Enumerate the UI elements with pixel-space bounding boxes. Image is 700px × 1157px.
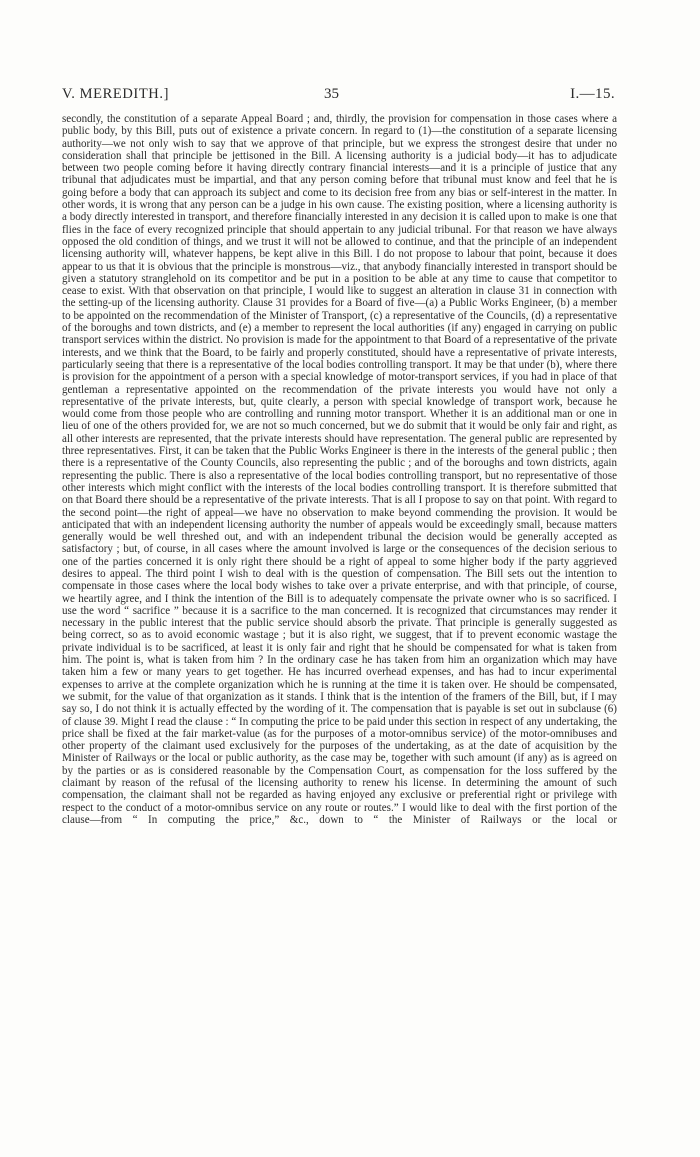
document-reference: I.—15. bbox=[570, 86, 615, 102]
speaker-name: V. MEREDITH.] bbox=[62, 86, 170, 102]
body-paragraph: secondly, the constitution of a separate Appeal Board ; and, thirdly, the provision for compensation in those cases where a public body, by this Bill, puts out of existence a private concern. In regard to (1)—the constitution of a separate licensing authority—we not only wish to say that we approve of that principle, but we express the strongest desire that under no consideration shall that principle be jettisoned in the Bill. A licensing authority is a judicial body—it has to adjudicate between two people coming before it having directly contrary financial interests—and it is a principle of justice that any tribunal that adjudicates must be impartial, and that any person coming before that tribunal must know and feel that he is going before a body that can approach its subject and come to its decision free from any bias or self-interest in the matter. In other words, it is wrong that any person can be a judge in his own cause. The existing position, where a licensing authority is a body directly interested in transport, and therefore financially interested in any decision it is called upon to make is one that flies in the face of every recognized principle that should appertain to any judicial tribunal. For that reason we have always opposed the old condition of things, and we trust it will not be allowed to continue, and that the principle of an independent licensing authority will, whatever happens, be kept alive in this Bill. I do not propose to labour that point, because it does appear to us that it is obvious that the principle is monstrous—viz., that anybody financially interested in transport should be given a statutory stranglehold on its competitor and be put in a position to be able at any time to cause that competitor to cease to exist. With that observation on that principle, I would like to suggest an alteration in clause 31 in connection with the setting-up of the licensing authority. Clause 31 provides for a Board of five—(a) a Public Works Engineer, (b) a member to be appointed on the recommendation of the Minister of Transport, (c) a representative of the Councils, (d) a representative of the boroughs and town districts, and (e) a member to represent the local authorities (if any) engaged in carrying on public transport services within the district. No provision is made for the appointment to that Board of a representative of the private interests, and we think that the Board, to be fairly and properly constituted, should have a representative of private interests, particularly seeing that there is a representative of the local bodies controlling transport. It may be that under (b), where there is provision for the appointment of a person with a special knowledge of motor-transport services, if you had in place of that gentleman a representative appointed on the recommendation of the private interests you would have not only a representative of the private interests, but, quite clearly, a person with special knowledge of transport work, because he would come from those people who are controlling and running motor transport. Whether it is an additional man or one in lieu of one of the others provided for, we are not so much concerned, but we do submit that it would be only fair and right, as all other interests are represented, that the private interests should have representation. The general public are represented by three representatives. First, it can be taken that the Public Works Engineer is there in the interests of the general public ; then there is a representative of the County Councils, also representing the public ; and of the boroughs and town districts, again representing the public. There is also a representative of the local bodies controlling transport, but no representative of those other interests which might conflict with the interests of the local bodies controlling transport. It is therefore submitted that on that Board there should be a representative of the private interests. That is all I propose to say on that point. With regard to the second point—the right of appeal—we have no observation to make beyond commending the provision. It would be anticipated that with an independent licensing authority the number of appeals would be exceedingly small, because matters generally would be well threshed out, and with an independent tribunal the decision would be generally accepted as satisfactory ; but, of course, in all cases where the amount involved is large or the consequences of the decision serious to one of the parties concerned it is only right there should be a right of appeal to some higher body if the party aggrieved desires to appeal. The third point I wish to deal with is the question of compensation. The Bill sets out the intention to compensate in those cases where the local body wishes to take over a private enterprise, and with that principle, of course, we heartily agree, and I think the intention of the Bill is to adequately compensate the private owner who is so sacrificed. I use the word “ sacrifice ” because it is a sacrifice to the man concerned. It is recognized that circumstances may render it necessary in the public interest that the public service should absorb the private. That principle is generally suggested as being correct, so as to avoid economic wastage ; but it is also right, we suggest, that if to prevent economic wastage the private individual is to be sacrificed, at least it is only fair and right that he should be compensated for what is taken from him. The point is, what is taken from him ? In the ordinary case he has taken from him an organization which may have taken him a few or many years to get together. He has incurred overhead expenses, and has had to incur experimental expenses to arrive at the complete organization which he is running at the time it is taken over. He should be compensated, we submit, for the value of that organization as it stands. I think that is the intention of the framers of the Bill, but, if I may say so, I do not think it is actually effected by the wording of it. The compensation that is payable is set out in subclause (6) of clause 39. Might I read the clause : “ In computing the price to be paid under this section in respect of any undertaking, the price shall be fixed at the fair market-value (as for the purposes of a motor-omnibus service) of the motor-omnibuses and other property of the claimant used exclusively for the purposes of the undertaking, as at the date of acquisition by the Minister of Railways or the local or public authority, as the case may be, together with such amount (if any) as is agreed on by the parties or as is considered reasonable by the Compensation Court, as compensation for the loss suffered by the claimant by reason of the refusal of the licensing authority to renew his license. In determining the amount of such compensation, the claimant shall not be regarded as having enjoyed any exclusive or preferential right or privilege with respect to the conduct of a motor-omnibus service on any route or routes.” I would like to deal with the first portion of the clause—from “ In computing the price,” &c., down to “ the Minister of Railways or the local or bbox=[62, 113, 617, 826]
page-number: 35 bbox=[324, 86, 339, 102]
page-header bbox=[62, 86, 615, 106]
body-text bbox=[62, 113, 617, 826]
